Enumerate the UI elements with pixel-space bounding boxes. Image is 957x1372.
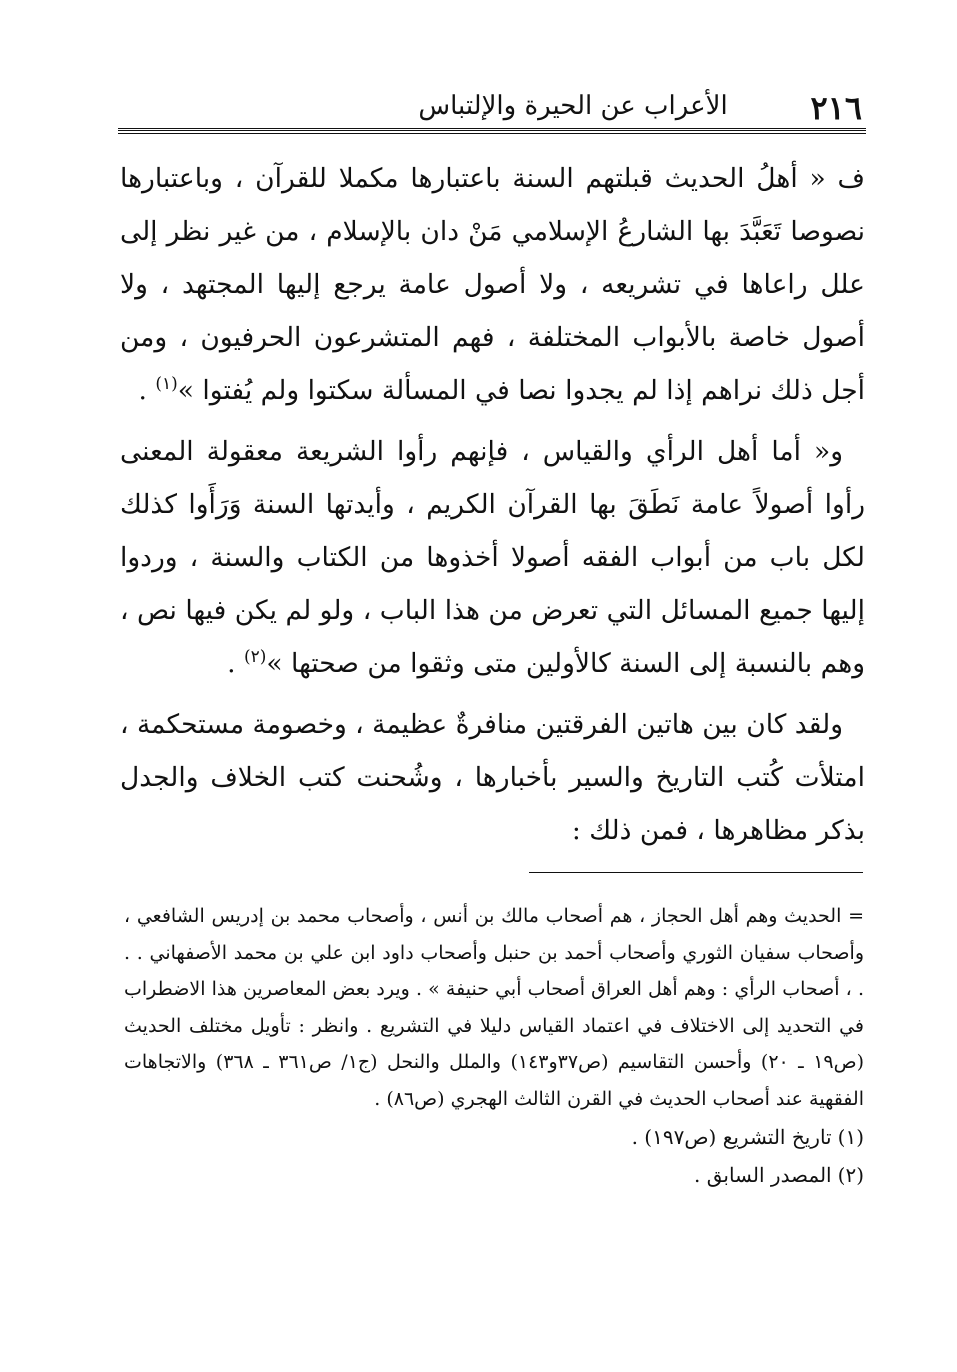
footnotes — [124, 898, 864, 1194]
running-title: الأعراب عن الحيرة والإلتباس — [418, 91, 728, 121]
footnote-1 — [124, 1118, 864, 1156]
footnote-text: المصدر السابق . — [694, 1162, 832, 1187]
body-text — [120, 152, 865, 865]
paragraph-text: ف « أهلُ الحديث قبلتهم السنة باعتبارها مكملا للقرآن ، وباعتبارها نصوصا تَعَبَّدَ بها الشارعُ الإسلامي مَنْ دان بالإسلام ، من غير نظر إلى علل راعاها في تشريعه ، ولا أصول عامة يرجع إليها المجتهد ، ولا أصول خاصة بالأبواب المختلفة ، فهم المتشرعون الحرفيون ، ومن أجل ذلك نراهم إذا لم يجدوا نصا في المسألة سكتوا ولم يُفتوا » — [120, 163, 865, 406]
footnote-text: تاريخ التشريع (ص١٩٧) . — [631, 1124, 832, 1149]
footnote-separator — [529, 872, 863, 873]
paragraph-tail: . — [227, 648, 244, 679]
paragraph-2 — [120, 425, 865, 690]
footnote-number: (١) — [837, 1124, 864, 1149]
paragraph-text: ولقد كان بين هاتين الفرقتين منافرةٌ عظيمة ، وخصومة مستحكمة ، امتلأت كُتب التاريخ والسير بأخبارها ، وشُحنت كتب الخلاف والجدل بذكر مظاهرها ، فمن ذلك : — [120, 709, 865, 846]
paragraph-3 — [120, 698, 865, 857]
header-rule — [118, 128, 866, 134]
footnote-ref-2: (٢) — [243, 647, 267, 668]
paragraph-1 — [120, 152, 865, 417]
page-header — [118, 82, 866, 132]
paragraph-text: و« أما أهل الرأي والقياس ، فإنهم رأوا الشريعة معقولة المعنى رأوا أصولاً عامة نَطَقَ بها القرآن الكريم ، وأيدتها السنة وَرَأَوا كذلك لكل باب من أبواب الفقه أصولا أخذوها من الكتاب والسنة ، وردوا إليها جميع المسائل التي تعرض من هذا الباب ، ولو لم يكن فيها نص ، وهم بالنسبة إلى السنة كالأولين متى وثقوا من صحتها » — [120, 436, 865, 679]
page-number: ٢١٦ — [810, 89, 862, 127]
footnote-2 — [124, 1156, 864, 1194]
footnote-ref-1: (١) — [155, 374, 178, 395]
footnote-continuation: = الحديث وهم أهل الحجاز ، هم أصحاب مالك بن أنس ، وأصحاب محمد بن إدريس الشافعي ، وأصحاب سفيان الثوري وأصحاب أحمد بن حنبل وأصحاب داود ابن علي بن محمد الأصفهاني . . . ، أصحاب الرأي : وهم أهل العراق أصحاب أبي حنيفة » . ويرد بعض المعاصرين هذا الاضطراب في التحديد إلى الاختلاف في اعتماد القياس دليلا في التشريع . وانظر : تأويل مختلف الحديث (ص١٩ ـ ٢٠) وأحسن التقاسيم (ص٣٧و١٤٣) والملل والنحل (ج١/ ص٣٦١ ـ ٣٦٨) والاتجاهات الفقهية عند أصحاب الحديث في القرن الثالث الهجري (ص٨٦) . — [124, 905, 864, 1110]
paragraph-tail: . — [138, 375, 156, 406]
footnote-number: (٢) — [837, 1162, 864, 1187]
